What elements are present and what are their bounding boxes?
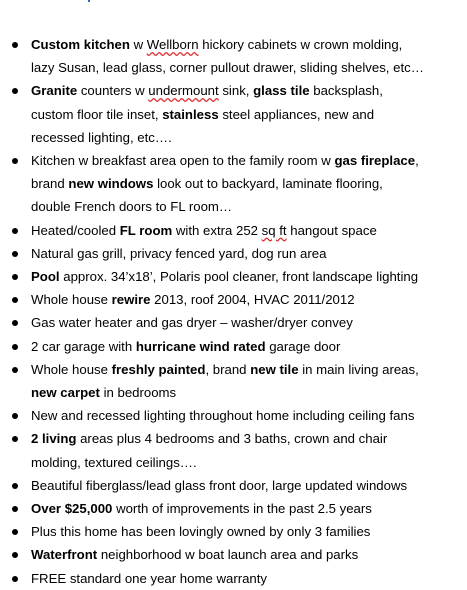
cursor-mark (88, 0, 90, 2)
list-item-line (31, 126, 461, 149)
text-run: molding, textured ceilings…. (31, 454, 197, 470)
bullet-icon (12, 529, 18, 535)
text-run: Gas water heater and gas dryer – washer/dryer convey (31, 315, 353, 331)
list-item-line (31, 543, 461, 566)
list-item-line (31, 451, 461, 474)
text-run: Kitchen w breakfast area open to the family room w (31, 153, 335, 169)
text-run: , (415, 153, 419, 169)
text-run: with extra 252 (172, 222, 262, 238)
list-item (0, 288, 467, 311)
bold-text: new carpet (31, 385, 100, 401)
text-run: steel appliances, new and (218, 106, 375, 122)
flagged-word: undermount (148, 83, 219, 99)
bullet-icon (12, 506, 18, 512)
list-item (0, 474, 467, 497)
bold-text: Pool (31, 269, 60, 285)
bold-text: hurricane wind rated (135, 338, 266, 354)
text-run: look out to backyard, laminate flooring, (153, 176, 383, 192)
flagged-word: sq ft (261, 222, 287, 238)
text-run: in main living areas, (298, 361, 419, 377)
bullet-icon (12, 436, 18, 442)
text-run: approx. 34’x18’, Polaris pool cleaner, front landscape lighting (59, 269, 419, 285)
bullet-icon (12, 158, 18, 164)
text-run: backsplash, (309, 83, 383, 99)
bold-text: FL room (119, 222, 173, 238)
list-item (0, 543, 467, 566)
text-run: garage door (265, 338, 341, 354)
text-run: counters w (77, 83, 149, 99)
list-item-line (31, 172, 461, 195)
list-item (0, 404, 467, 427)
bullet-icon (12, 228, 18, 234)
bullet-icon (12, 413, 18, 419)
bullet-icon (12, 251, 18, 257)
bullet-icon (12, 88, 18, 94)
bold-text: glass tile (253, 83, 310, 99)
list-item-line (31, 195, 461, 218)
list-item (0, 33, 467, 79)
list-item-line (31, 288, 461, 311)
text-run: areas plus 4 bedrooms and 3 baths, crown and chair (76, 431, 388, 447)
bullet-icon (12, 344, 18, 350)
list-item-line (31, 311, 461, 334)
list-item (0, 497, 467, 520)
text-run: sink, (218, 83, 254, 99)
text-run: 2013, roof 2004, HVAC 2011/2012 (150, 292, 355, 308)
text-run: Beautiful fiberglass/lead glass front door, large updated windows (31, 477, 408, 493)
list-item (0, 79, 467, 149)
text-run: Natural gas grill, privacy fenced yard, dog run area (31, 245, 327, 261)
bold-text: stainless (162, 106, 219, 122)
list-item-line (31, 520, 461, 543)
list-item (0, 149, 467, 219)
text-run: hangout space (286, 222, 377, 238)
list-item-line (31, 242, 461, 265)
text-run: w (129, 37, 147, 52)
text-run: lazy Susan, lead glass, corner pullout drawer, sliding shelves, etc… (31, 60, 424, 76)
text-run: Whole house (31, 292, 112, 308)
bold-text: Waterfront (31, 547, 98, 563)
list-item-line (31, 79, 461, 102)
bullet-icon (12, 552, 18, 558)
text-run: FREE standard one year home warranty (31, 570, 268, 586)
bullet-icon (12, 297, 18, 303)
bullet-icon (12, 42, 18, 48)
list-item-line (31, 219, 461, 242)
bullet-icon (12, 367, 18, 373)
text-run: custom floor tile inset, (31, 106, 163, 122)
bold-text: Over $25,000 (31, 501, 113, 517)
text-run: in bedrooms (99, 385, 177, 401)
bold-text: rewire (111, 292, 151, 308)
bullet-icon (12, 274, 18, 280)
text-run: Heated/cooled (31, 222, 120, 238)
bullet-icon (12, 320, 18, 326)
text-run: hickory cabinets w crown molding, (198, 37, 403, 52)
list-item-line (31, 33, 461, 56)
list-item (0, 567, 467, 590)
flagged-word: Wellborn (146, 37, 199, 52)
list-item (0, 265, 467, 288)
text-run: 2 car garage with (31, 338, 136, 354)
text-run: brand (31, 176, 69, 192)
list-item-line (31, 497, 461, 520)
bold-text: freshly painted (111, 361, 206, 377)
list-item-line (31, 404, 461, 427)
text-run: New and recessed lighting throughout home including ceiling fans (31, 408, 415, 424)
text-run: , brand (205, 361, 251, 377)
bold-text: Custom kitchen (31, 37, 130, 52)
bold-text: gas fireplace (334, 153, 416, 169)
text-run: worth of improvements in the past 2.5 years (112, 501, 372, 517)
list-item (0, 242, 467, 265)
text-run: recessed lighting, etc…. (31, 129, 172, 145)
list-item (0, 311, 467, 334)
list-item-line (31, 56, 461, 79)
text-run: double French doors to FL room… (31, 199, 233, 215)
list-item (0, 520, 467, 543)
list-item-line (31, 381, 461, 404)
bold-text: Granite (31, 83, 78, 99)
text-run: neighborhood w boat launch area and parks (97, 547, 359, 563)
list-item (0, 427, 467, 473)
text-run: Whole house (31, 361, 112, 377)
bold-text: new tile (250, 361, 299, 377)
list-item (0, 335, 467, 358)
list-item-line (31, 427, 461, 450)
list-item-line (31, 335, 461, 358)
feature-list (0, 33, 467, 590)
list-item-line (31, 149, 461, 172)
list-item-line (31, 103, 461, 126)
bold-text: 2 living (31, 431, 77, 447)
list-item (0, 358, 467, 404)
list-item-line (31, 474, 461, 497)
bold-text: new windows (68, 176, 154, 192)
list-item-line (31, 265, 461, 288)
bullet-icon (12, 576, 18, 582)
text-run: Plus this home has been lovingly owned by only 3 families (31, 524, 371, 540)
bullet-icon (12, 483, 18, 489)
list-item (0, 219, 467, 242)
list-item-line (31, 567, 461, 590)
list-item-line (31, 358, 461, 381)
